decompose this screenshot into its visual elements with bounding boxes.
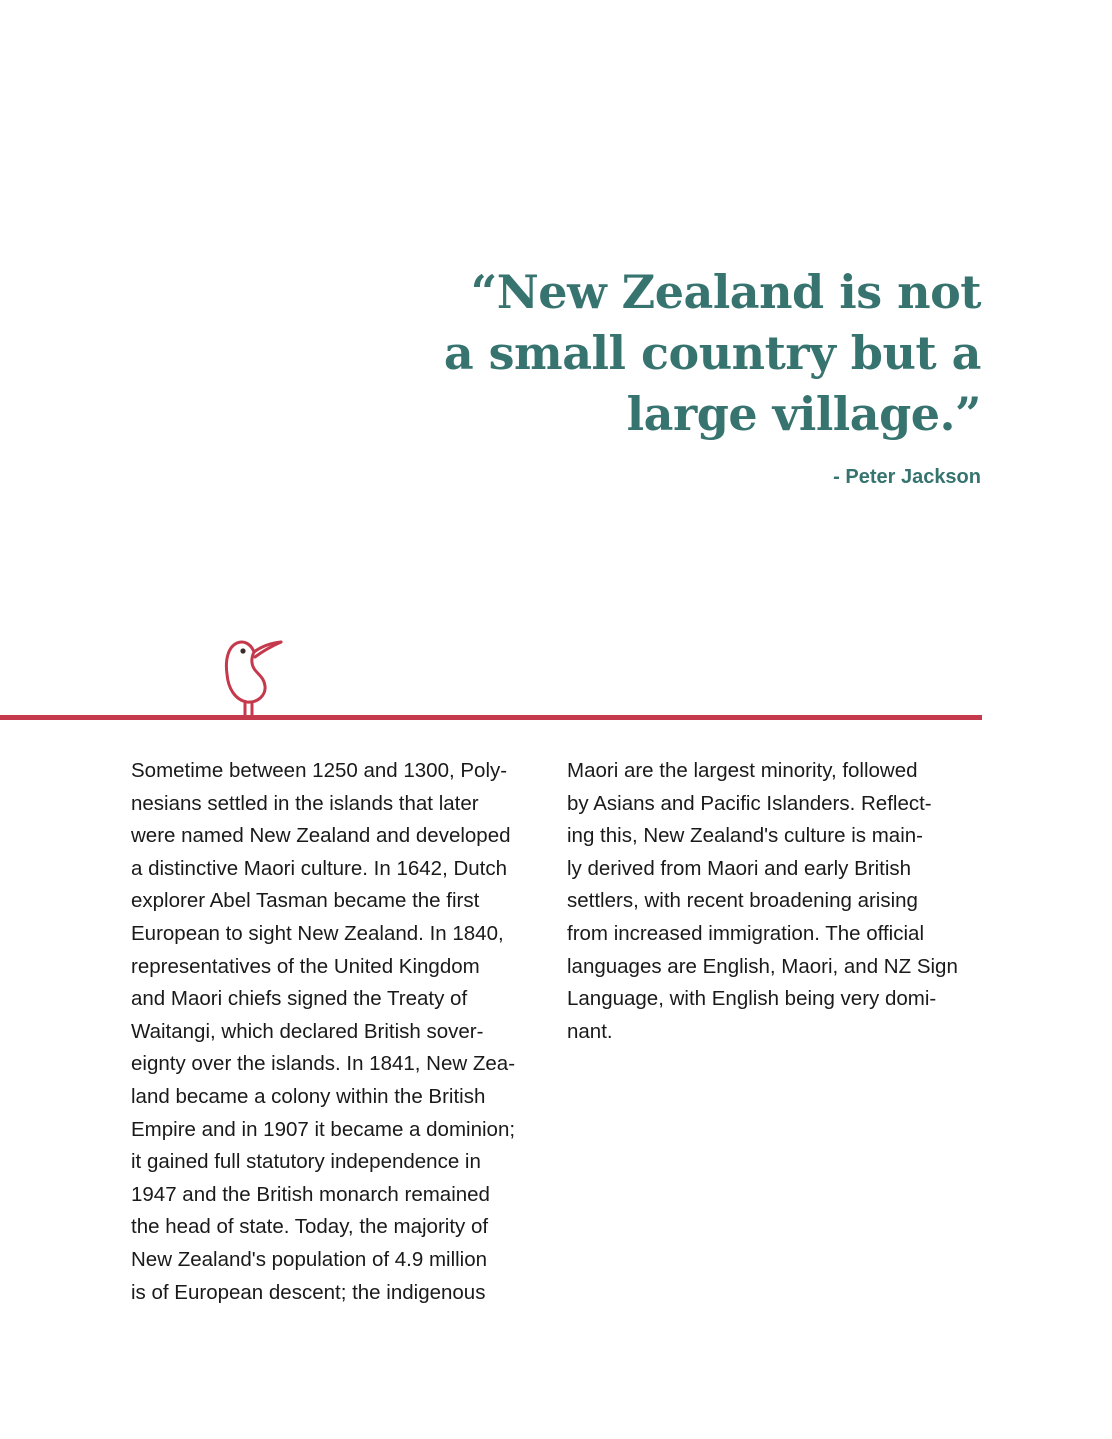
body-line: European to sight New Zealand. In 1840, <box>131 921 504 945</box>
body-line: 1947 and the British monarch remained <box>131 1182 490 1206</box>
body-line: eignty over the islands. In 1841, New Zea- <box>131 1052 516 1076</box>
body-line: nesians settled in the islands that later <box>131 791 479 815</box>
quote-line: large village.” <box>626 387 981 441</box>
body-line: Empire and in 1907 it became a dominion; <box>131 1117 516 1141</box>
quote-line: “New Zealand is not <box>470 265 981 319</box>
body-line: is of European descent; the indigenous <box>131 1280 486 1304</box>
body-line: languages are English, Maori, and NZ Sign <box>567 954 958 978</box>
body-line: nant. <box>567 1019 613 1043</box>
body-line: were named New Zealand and developed <box>131 824 511 848</box>
body-column-left <box>131 755 551 1309</box>
body-line: Sometime between 1250 and 1300, Poly- <box>131 759 508 782</box>
body-line: Maori are the largest minority, followed <box>567 759 918 782</box>
body-line: Language, with English being very domi- <box>567 987 937 1011</box>
kiwi-bird-icon <box>218 634 288 720</box>
body-line: a distinctive Maori culture. In 1642, Dutch <box>131 856 508 880</box>
accent-divider <box>0 715 982 720</box>
body-column-right <box>567 755 987 1048</box>
body-line: and Maori chiefs signed the Treaty of <box>131 987 468 1011</box>
body-line: explorer Abel Tasman became the first <box>131 889 480 913</box>
body-line: settlers, with recent broadening arising <box>567 889 918 913</box>
body-line: it gained full statutory independence in <box>131 1150 481 1174</box>
body-line: land became a colony within the British <box>131 1084 486 1108</box>
body-line: by Asians and Pacific Islanders. Reflect- <box>567 791 932 815</box>
body-line: representatives of the United Kingdom <box>131 954 480 978</box>
quote-attribution: - Peter Jackson <box>833 466 981 488</box>
quote-line: a small country but a <box>443 326 981 380</box>
body-line: the head of state. Today, the majority of <box>131 1215 489 1239</box>
body-line: ing this, New Zealand's culture is main- <box>567 824 923 848</box>
body-line: New Zealand's population of 4.9 million <box>131 1247 488 1271</box>
body-line: ly derived from Maori and early British <box>567 856 912 880</box>
body-line: Waitangi, which declared British sover- <box>131 1019 484 1043</box>
body-line: from increased immigration. The official <box>567 921 924 945</box>
pull-quote <box>421 262 981 445</box>
